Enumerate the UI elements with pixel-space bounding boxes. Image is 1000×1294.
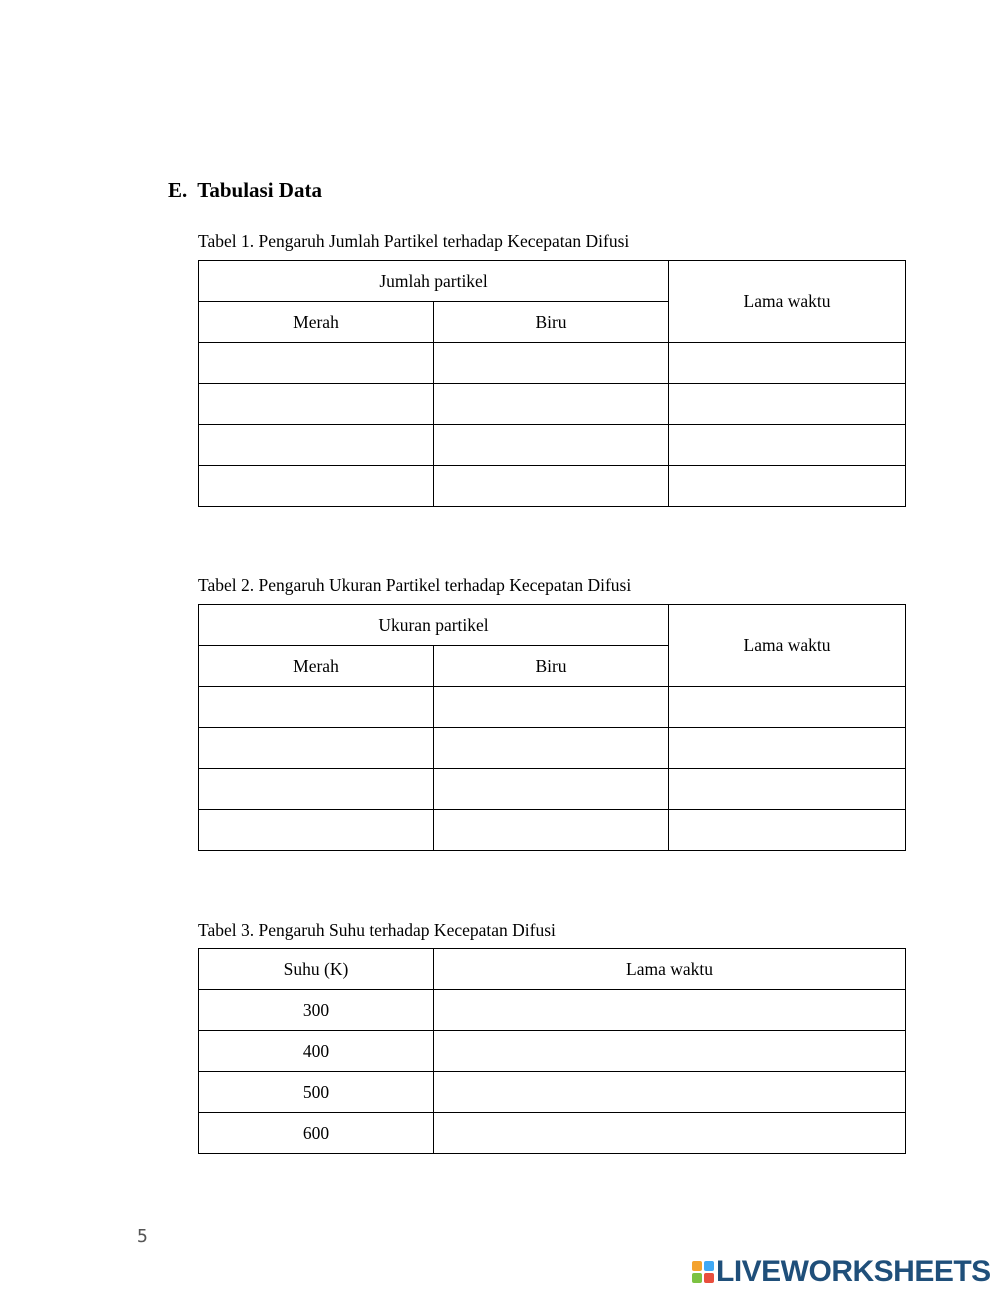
- table-cell[interactable]: [669, 810, 906, 851]
- table-cell[interactable]: [669, 728, 906, 769]
- table-cell[interactable]: [669, 343, 906, 384]
- table-row: [199, 687, 906, 728]
- table-cell[interactable]: [434, 810, 669, 851]
- table-cell[interactable]: [434, 343, 669, 384]
- section-heading: [168, 178, 322, 203]
- liveworksheets-icon: [692, 1261, 714, 1283]
- table-row: [199, 810, 906, 851]
- table-cell[interactable]: [199, 810, 434, 851]
- table-cell[interactable]: [434, 1072, 906, 1113]
- table-cell[interactable]: [199, 728, 434, 769]
- table-cell[interactable]: [434, 769, 669, 810]
- table-cell[interactable]: [669, 769, 906, 810]
- table2-merah-header: Merah: [199, 646, 434, 687]
- table3-time-header: Lama waktu: [434, 949, 906, 990]
- page-number: 5: [137, 1226, 148, 1247]
- table-cell[interactable]: [199, 769, 434, 810]
- table-row: [199, 1113, 906, 1154]
- table-cell[interactable]: [199, 384, 434, 425]
- table-row: [199, 343, 906, 384]
- table1-caption: Tabel 1. Pengaruh Jumlah Partikel terhadap Kecepatan Difusi: [198, 231, 630, 251]
- table-cell[interactable]: [434, 1031, 906, 1072]
- table-row: [199, 425, 906, 466]
- table-cell[interactable]: [434, 728, 669, 769]
- table-cell[interactable]: [434, 384, 669, 425]
- table-cell[interactable]: [434, 466, 669, 507]
- liveworksheets-logo: [692, 1255, 991, 1289]
- table-row: [199, 466, 906, 507]
- brand-name: LIVEWORKSHEETS: [716, 1255, 991, 1288]
- table-cell[interactable]: [199, 425, 434, 466]
- table3-temp-header: Suhu (K): [199, 949, 434, 990]
- temperature-value: 300: [199, 990, 434, 1031]
- table-cell[interactable]: [434, 1113, 906, 1154]
- table3: [198, 948, 906, 1154]
- table-row: [199, 1031, 906, 1072]
- table3-caption: Tabel 3. Pengaruh Suhu terhadap Kecepatan Difusi: [198, 920, 556, 940]
- table2-time-header: Lama waktu: [669, 605, 906, 687]
- table-cell[interactable]: [199, 343, 434, 384]
- table1-biru-header: Biru: [434, 302, 669, 343]
- table-row: [199, 1072, 906, 1113]
- logo-tile-icon: [704, 1261, 714, 1271]
- table-row: [199, 384, 906, 425]
- table-cell[interactable]: [669, 466, 906, 507]
- table-cell[interactable]: [669, 687, 906, 728]
- table1-group-header: Jumlah partikel: [199, 261, 669, 302]
- table1-time-header: Lama waktu: [669, 261, 906, 343]
- section-letter: E.: [168, 178, 188, 202]
- table2-biru-header: Biru: [434, 646, 669, 687]
- table1-merah-header: Merah: [199, 302, 434, 343]
- table1: [198, 260, 906, 507]
- table-cell[interactable]: [199, 466, 434, 507]
- temperature-value: 600: [199, 1113, 434, 1154]
- logo-tile-icon: [692, 1261, 702, 1271]
- table2-caption: Tabel 2. Pengaruh Ukuran Partikel terhadap Kecepatan Difusi: [198, 575, 632, 595]
- table-row: [199, 728, 906, 769]
- table-cell[interactable]: [669, 384, 906, 425]
- table2: [198, 604, 906, 851]
- table-cell[interactable]: [669, 425, 906, 466]
- temperature-value: 500: [199, 1072, 434, 1113]
- table-row: [199, 769, 906, 810]
- logo-tile-icon: [692, 1273, 702, 1283]
- table2-group-header: Ukuran partikel: [199, 605, 669, 646]
- section-title: Tabulasi Data: [197, 178, 322, 202]
- table-row: [199, 990, 906, 1031]
- table-cell[interactable]: [434, 990, 906, 1031]
- table-cell[interactable]: [434, 425, 669, 466]
- table-cell[interactable]: [199, 687, 434, 728]
- temperature-value: 400: [199, 1031, 434, 1072]
- table-cell[interactable]: [434, 687, 669, 728]
- logo-tile-icon: [704, 1273, 714, 1283]
